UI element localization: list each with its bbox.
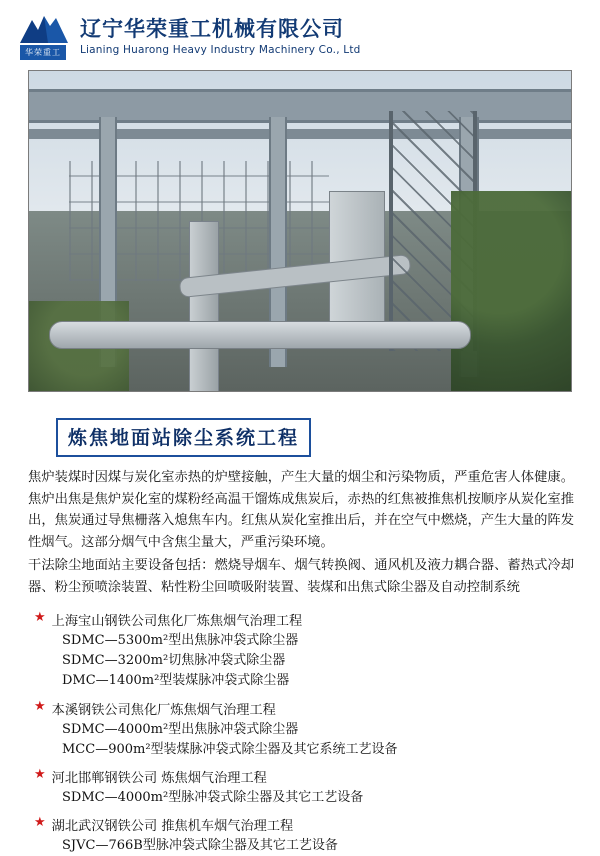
logo-name-box: 华荣重工	[20, 45, 66, 60]
paragraph-2: 干法除尘地面站主要设备包括：燃烧导烟车、烟气转换阀、通风机及液力耦合器、蓄热式冷却器、粉尘预喷涂装置、粘性粉尘回喷吸附装置、装煤和出焦式除尘器及自动控制系统	[28, 558, 574, 595]
project-equipment: DMC—1400m²型装煤脉冲袋式除尘器	[62, 673, 290, 689]
project-list	[34, 610, 574, 856]
company-logo	[18, 14, 70, 60]
star-bullet-icon: ★	[34, 815, 46, 831]
project-title: 河北邯郸钢铁公司 炼焦烟气治理工程	[51, 770, 267, 786]
photo-trees-right	[451, 191, 571, 391]
page-title: 炼焦地面站除尘系统工程	[56, 418, 311, 457]
photo-stack	[189, 221, 219, 392]
photo-large-pipe	[49, 321, 471, 349]
project-equipment: MCC—900m²型装煤脉冲袋式除尘器及其它系统工艺设备	[62, 741, 398, 757]
project-equipment-list	[62, 836, 574, 856]
project-heading	[34, 815, 574, 834]
project-title: 上海宝山钢铁公司焦化厂炼焦烟气治理工程	[51, 614, 303, 630]
paragraph-1: 焦炉装煤时因煤与炭化室赤热的炉壁接触，产生大量的烟尘和污染物质，严重危害人体健康。焦炉出焦是焦炉炭化室的煤粉经高温干馏炼成焦炭后，赤热的红焦被推焦机按顺序从炭化室推出，焦炭通过导焦栅落入熄焦车内。红焦从炭化室推出后，并在空气中燃烧，产生大量的阵发性烟气。这部分烟气中含焦尘量大，严重污染环境。	[28, 470, 574, 550]
list-item	[34, 815, 574, 856]
project-heading	[34, 610, 574, 629]
company-titles	[80, 18, 361, 56]
project-title: 湖北武汉钢铁公司 推焦机车烟气治理工程	[51, 819, 294, 835]
project-heading	[34, 767, 574, 786]
project-equipment: SDMC—4000m²型出焦脉冲袋式除尘器	[62, 721, 299, 737]
star-bullet-icon: ★	[34, 610, 46, 626]
project-equipment-list	[62, 631, 574, 691]
company-name-cn: 辽宁华荣重工机械有限公司	[80, 16, 344, 41]
plant-photo	[28, 70, 572, 392]
project-equipment: SJVC—766B型脉冲袋式除尘器及其它工艺设备	[62, 838, 338, 854]
company-name-en: Lianing Huarong Heavy Industry Machinery Co., Ltd	[80, 44, 361, 57]
section-title-row	[28, 404, 600, 457]
list-item	[34, 699, 574, 760]
star-bullet-icon: ★	[34, 766, 46, 782]
project-title: 本溪钢铁公司焦化厂炼焦烟气治理工程	[51, 702, 276, 718]
mountain-logo-icon	[18, 14, 70, 44]
project-equipment-list	[62, 788, 574, 808]
project-equipment: SDMC—5300m²型出焦脉冲袋式除尘器	[62, 633, 299, 649]
project-equipment-list	[62, 720, 574, 760]
body-text	[28, 467, 574, 598]
list-item	[34, 610, 574, 691]
project-equipment: SDMC—3200m²切焦脉冲袋式除尘器	[62, 653, 286, 669]
star-bullet-icon: ★	[34, 698, 46, 714]
project-equipment: SDMC—4000m²型脉冲袋式除尘器及其它工艺设备	[62, 789, 364, 805]
project-heading	[34, 699, 574, 718]
page-header	[0, 0, 600, 68]
list-item	[34, 767, 574, 808]
